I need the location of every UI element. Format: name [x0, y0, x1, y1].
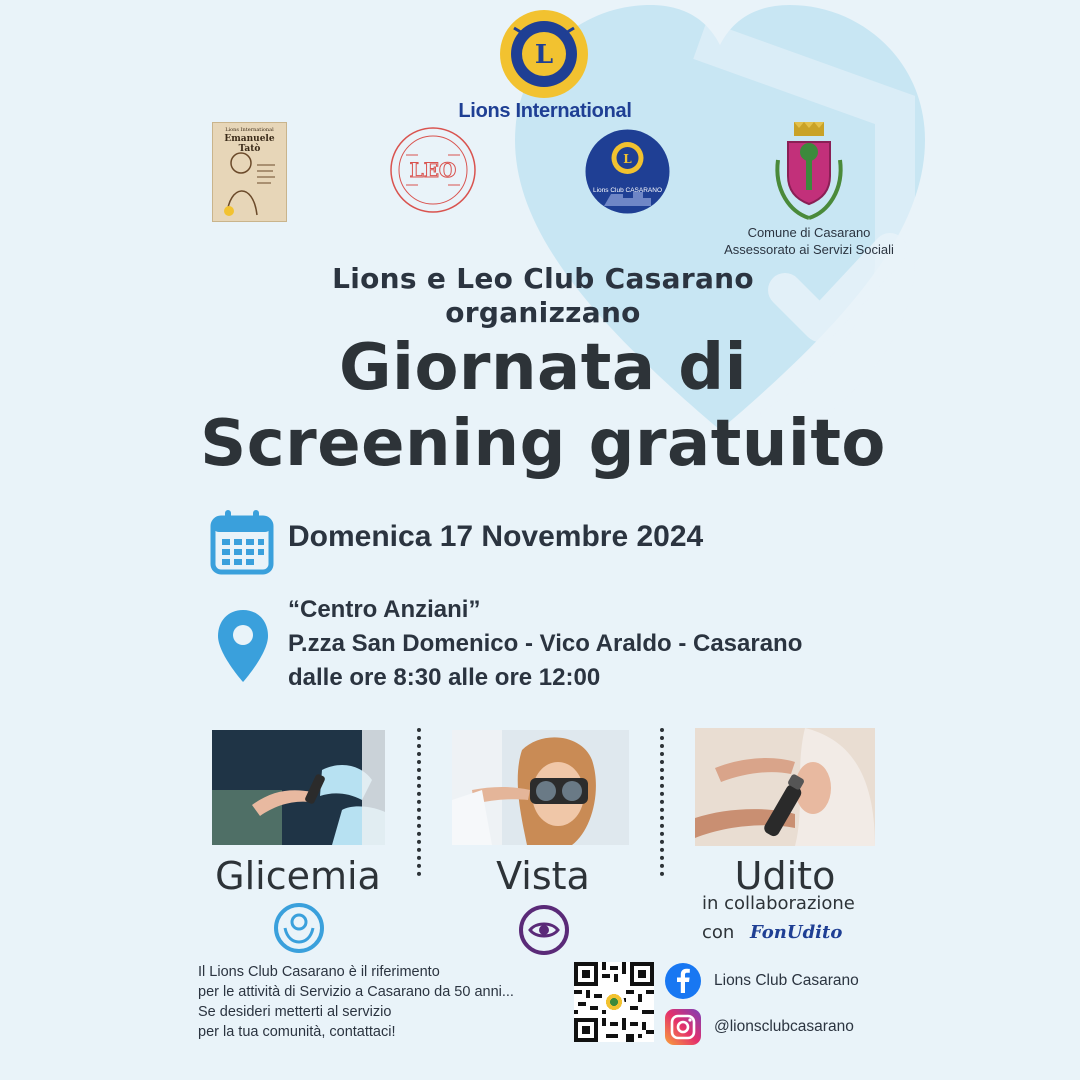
desc-line1: Il Lions Club Casarano è il riferimento	[198, 964, 440, 980]
separator-1	[417, 728, 421, 876]
event-venue: “Centro Anziani”	[288, 596, 481, 623]
location-pin-icon	[216, 608, 270, 684]
tato-book-cover	[212, 122, 287, 222]
comune-crest-icon	[770, 120, 848, 222]
comune-text	[718, 224, 900, 258]
club-logo-text: Lions Club CASARANO	[593, 187, 662, 194]
event-date: Domenica 17 Novembre 2024	[288, 520, 704, 553]
collab-line1: in collaborazione	[702, 893, 855, 914]
glicemia-photo	[212, 730, 385, 845]
comune-line1: Comune di Casarano	[747, 225, 871, 240]
facebook-icon[interactable]	[664, 962, 702, 1000]
footer-description	[198, 962, 578, 1042]
desc-line3: Se desideri metterti al servizio	[198, 1004, 392, 1020]
eye-icon	[518, 904, 570, 956]
event-address: P.zza San Domenico - Vico Araldo - Casarano	[288, 630, 803, 657]
comune-line2: Assessorato ai Servizi Sociali	[724, 242, 894, 257]
instagram-icon[interactable]	[664, 1008, 702, 1046]
calendar-icon	[210, 508, 274, 576]
udito-photo	[695, 728, 875, 846]
vista-photo	[452, 730, 629, 845]
svg-text:L: L	[623, 152, 632, 166]
hands-care-icon	[273, 902, 325, 954]
organizers-line: Lions e Leo Club Casarano	[332, 262, 754, 295]
qr-code[interactable]	[574, 962, 654, 1042]
tato-book-small: Lions International	[225, 127, 274, 133]
tato-portrait-sketch	[221, 145, 279, 219]
service-udito: Udito	[734, 854, 836, 898]
title-line2: Screening gratuito	[200, 407, 886, 481]
desc-line2: per le attività di Servizio a Casarano da 50 anni...	[198, 984, 514, 1000]
lions-club-casarano-logo	[584, 128, 671, 215]
event-hours: dalle ore 8:30 alle ore 12:00	[288, 664, 601, 691]
facebook-label[interactable]: Lions Club Casarano	[714, 972, 859, 989]
desc-line4: per la tua comunità, contattaci!	[198, 1024, 396, 1040]
service-vista: Vista	[496, 854, 590, 898]
service-glicemia: Glicemia	[215, 854, 381, 898]
organizers-verb: organizzano	[445, 296, 641, 329]
leo-club-logo	[388, 125, 478, 215]
leo-logo-text: LEO	[409, 158, 457, 182]
instagram-label[interactable]: @lionsclubcasarano	[714, 1018, 854, 1035]
lions-international-logo	[498, 8, 590, 100]
title-line1: Giornata di	[338, 331, 748, 405]
svg-text:L: L	[534, 40, 554, 70]
tato-book-name: Emanuele Tatò	[224, 134, 275, 154]
brand-name: Lions International	[458, 100, 632, 122]
fonudito-logo: FonUdito	[750, 922, 843, 943]
separator-2	[660, 728, 664, 876]
collab-line2: con	[702, 922, 735, 943]
